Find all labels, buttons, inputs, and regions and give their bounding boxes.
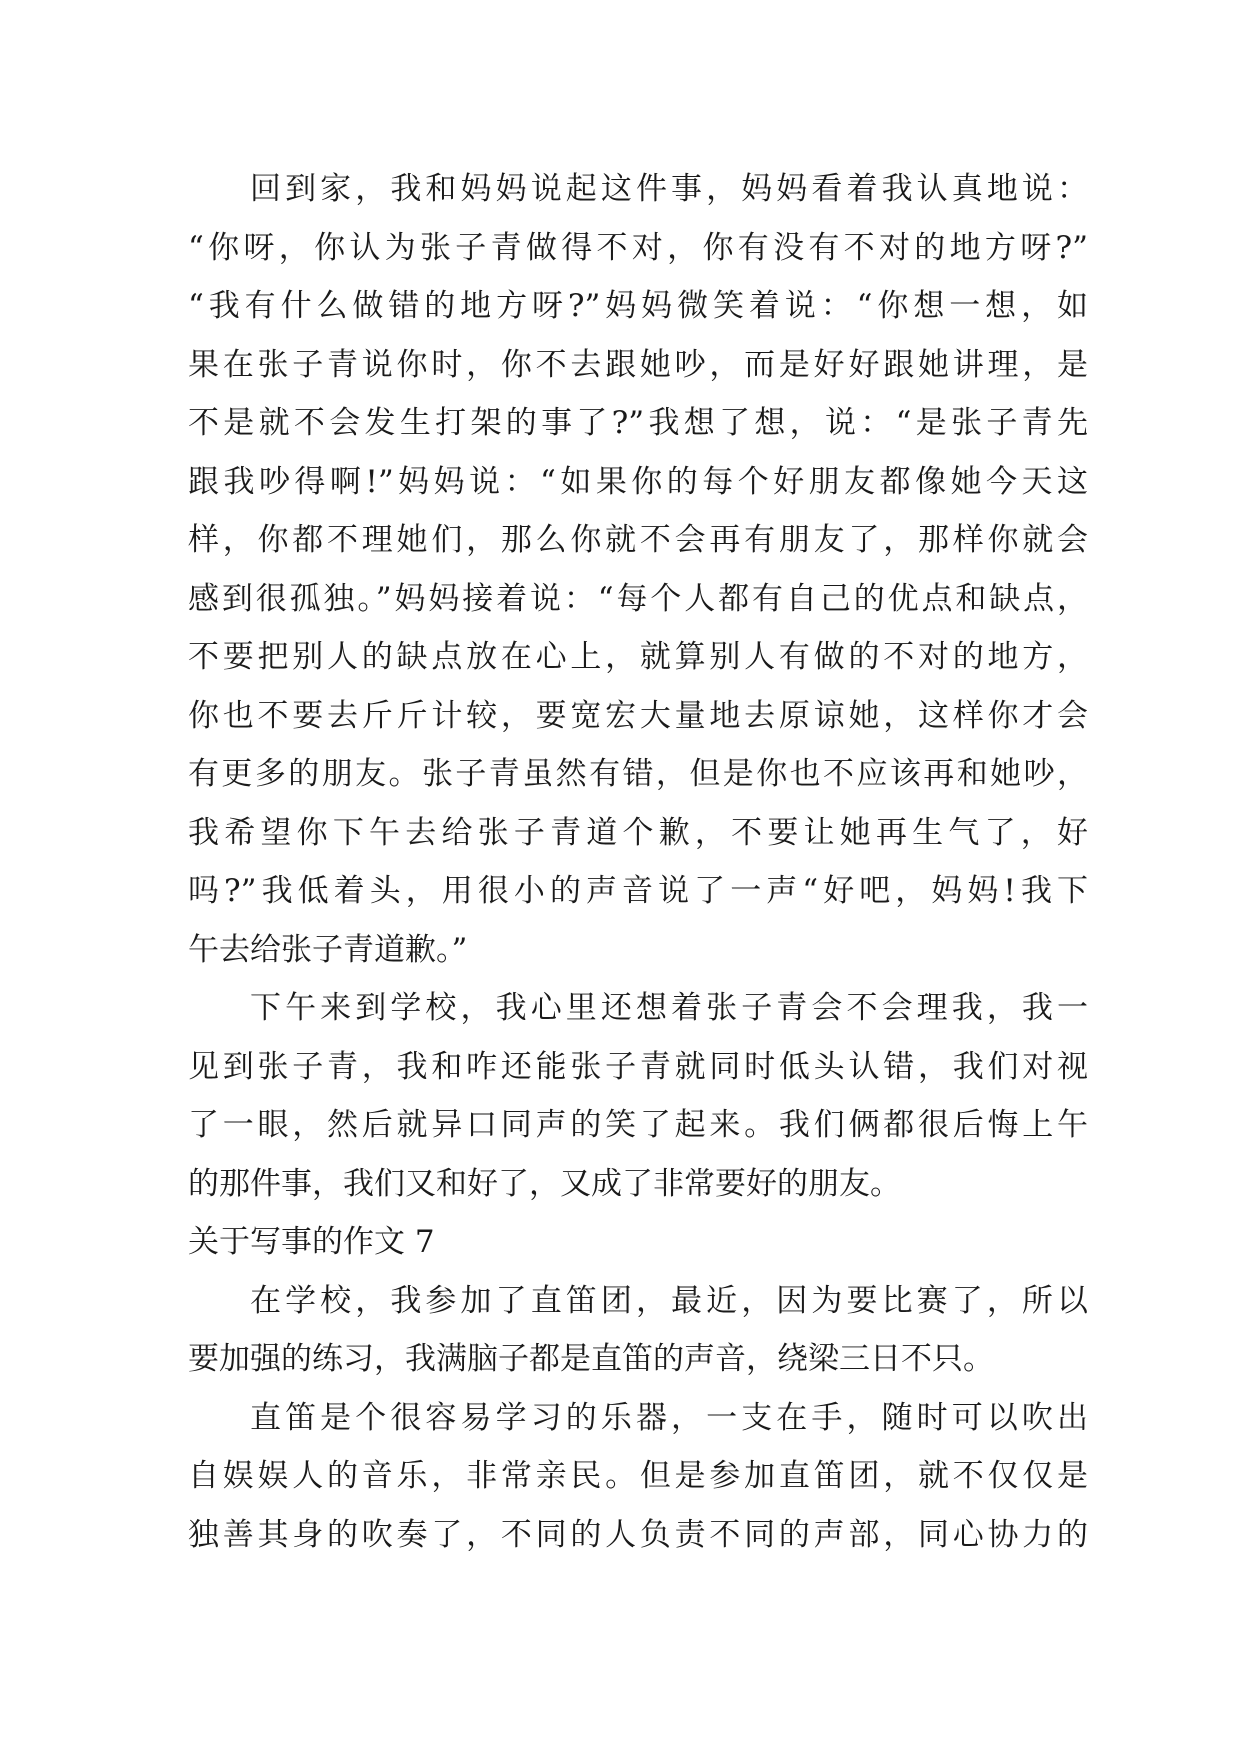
paragraph-line: 的那件事，我们又和好了，又成了非常要好的朋友。 [188, 1165, 901, 1202]
paragraph-line: 果在张子青说你时，你不去跟她吵，而是好好跟她讲理，是 [188, 346, 1088, 383]
paragraph-line: 下午来到学校，我心里还想着张子青会不会理我，我一 [250, 990, 1088, 1026]
paragraph-line: 不是就不会发生打架的事了?”我想了想，说：“是张子青先 [188, 405, 1088, 441]
paragraph-line: 见到张子青，我和咋还能张子青就同时低头认错，我们对视 [188, 1048, 1088, 1085]
paragraph-line: 样，你都不理她们，那么你就不会再有朋友了，那样你就会 [188, 522, 1088, 558]
paragraph-line: 在学校，我参加了直笛团，最近，因为要比赛了，所以 [250, 1282, 1088, 1319]
paragraph-line: 要加强的练习，我满脑子都是直笛的声音，绕梁三日不只。 [188, 1341, 994, 1377]
paragraph-line: 吗?”我低着头，用很小的声音说了一声“好吧，妈妈!我下 [188, 873, 1088, 909]
paragraph-line: 独善其身的吹奏了，不同的人负责不同的声部，同心协力的 [188, 1516, 1088, 1553]
paragraph-line: 我希望你下午去给张子青道个歉，不要让她再生气了，好 [188, 814, 1088, 851]
document-body [188, 160, 1088, 1564]
paragraph-line: 午去给张子青道歉。” [188, 931, 468, 968]
paragraph-line: “我有什么做错的地方呀?”妈妈微笑着说：“你想一想，如 [188, 288, 1088, 324]
paragraph-line: “你呀，你认为张子青做得不对，你有没有不对的地方呀?” [188, 229, 1088, 266]
paragraph-line: 自娱娱人的音乐，非常亲民。但是参加直笛团，就不仅仅是 [188, 1458, 1088, 1494]
paragraph-line: 直笛是个很容易学习的乐器，一支在手，随时可以吹出 [250, 1399, 1088, 1436]
paragraph-line: 了一眼，然后就异口同声的笑了起来。我们俩都很后悔上午 [188, 1107, 1088, 1143]
section-heading: 关于写事的作文 7 [188, 1224, 435, 1260]
paragraph-line: 回到家，我和妈妈说起这件事，妈妈看着我认真地说： [250, 171, 1088, 207]
paragraph-line: 跟我吵得啊!”妈妈说：“如果你的每个好朋友都像她今天这 [188, 463, 1088, 500]
paragraph-line: 有更多的朋友。张子青虽然有错，但是你也不应该再和她吵， [188, 756, 1088, 792]
paragraph-line: 你也不要去斤斤计较，要宽宏大量地去原谅她，这样你才会 [188, 697, 1088, 734]
paragraph-line: 不要把别人的缺点放在心上，就算别人有做的不对的地方， [188, 639, 1088, 675]
paragraph-line: 感到很孤独。”妈妈接着说：“每个人都有自己的优点和缺点， [188, 580, 1088, 617]
